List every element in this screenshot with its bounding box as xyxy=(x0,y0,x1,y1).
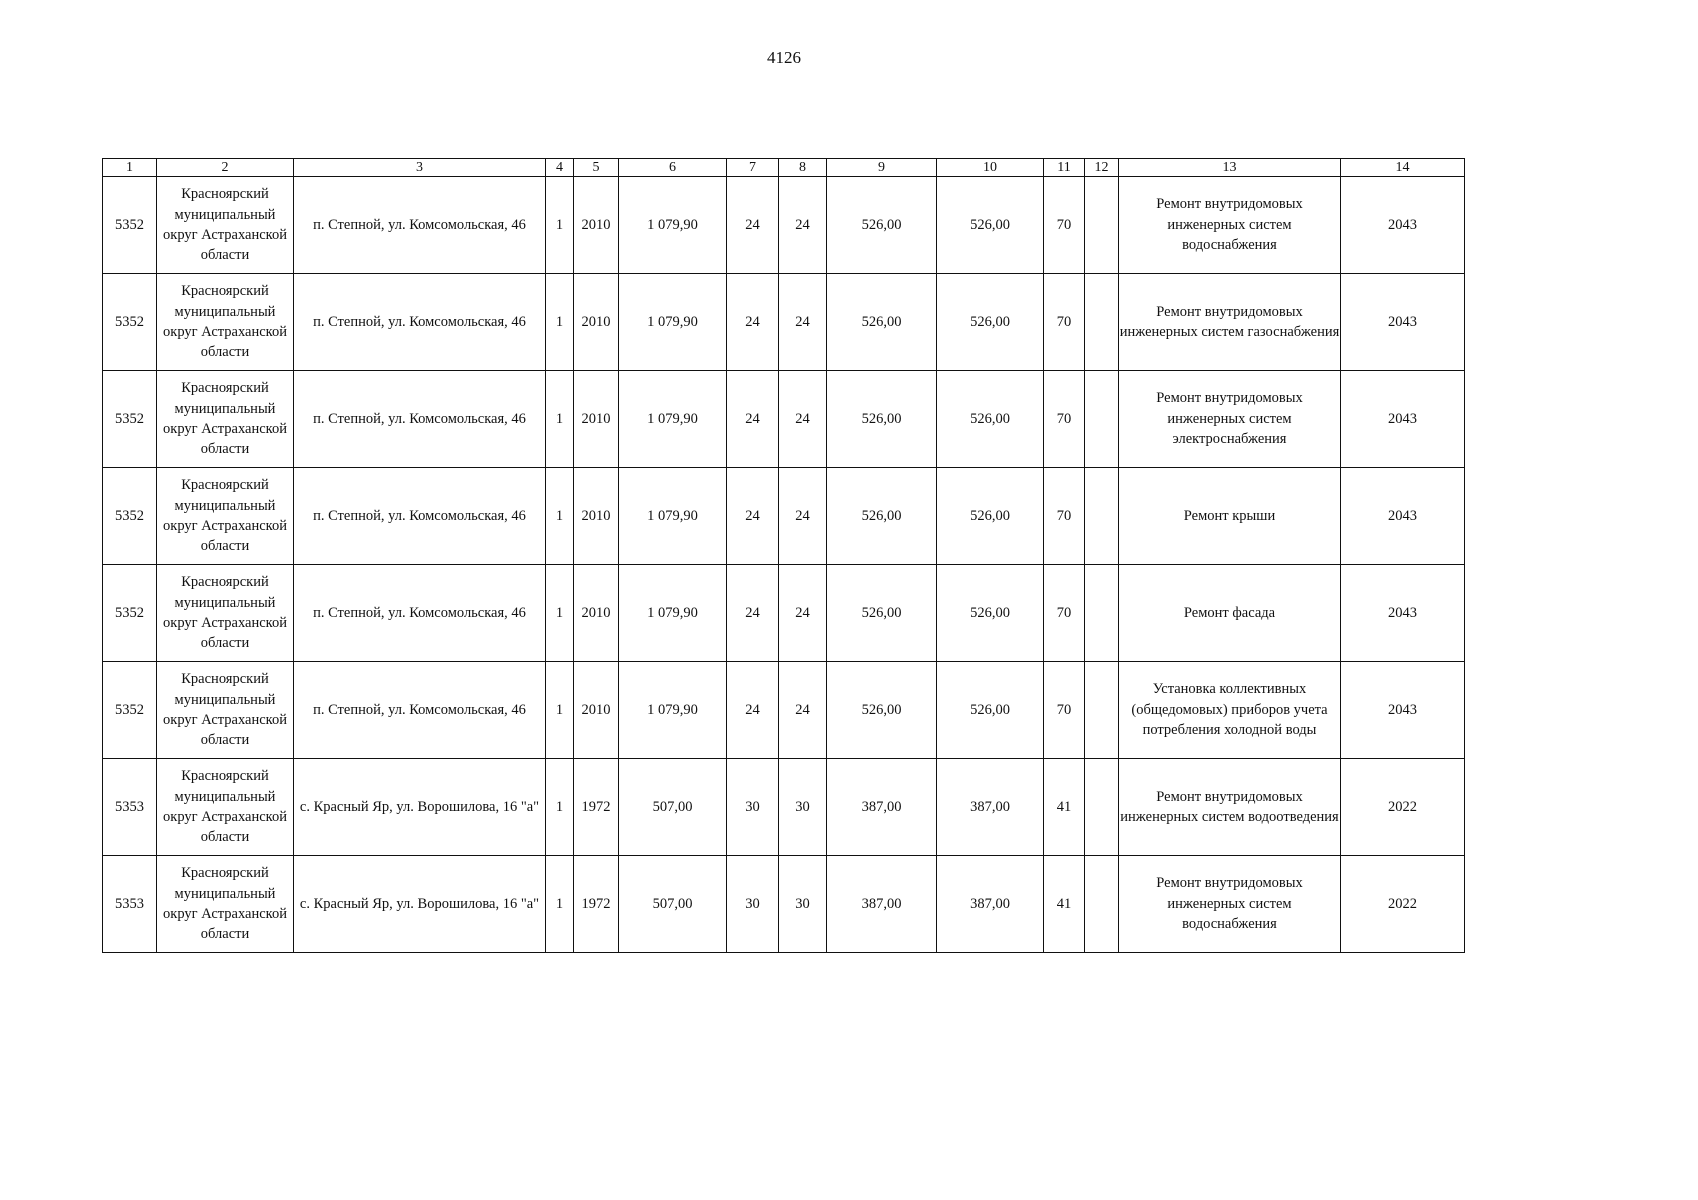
cell-col9: 387,00 xyxy=(827,759,937,856)
cell-year: 1972 xyxy=(574,856,619,953)
cell-col8: 24 xyxy=(779,274,827,371)
table-row xyxy=(103,662,1465,759)
cell-id: 5352 xyxy=(103,371,157,468)
cell-address: п. Степной, ул. Комсомольская, 46 xyxy=(294,274,546,371)
cell-col6: 1 079,90 xyxy=(619,565,727,662)
cell-plan-year: 2043 xyxy=(1341,662,1465,759)
cell-municipality: Красноярский муниципальный округ Астраханской области xyxy=(157,371,294,468)
cell-col9: 387,00 xyxy=(827,856,937,953)
column-header-14: 14 xyxy=(1341,159,1465,177)
cell-address: с. Красный Яр, ул. Ворошилова, 16 "а" xyxy=(294,759,546,856)
cell-col8: 30 xyxy=(779,856,827,953)
cell-id: 5353 xyxy=(103,759,157,856)
cell-col11: 41 xyxy=(1044,856,1085,953)
page-number: 4126 xyxy=(767,48,801,67)
cell-col9: 526,00 xyxy=(827,274,937,371)
cell-year: 1972 xyxy=(574,759,619,856)
cell-plan-year: 2043 xyxy=(1341,177,1465,274)
column-header-2: 2 xyxy=(157,159,294,177)
table-row xyxy=(103,274,1465,371)
cell-col12 xyxy=(1085,177,1119,274)
cell-col10: 526,00 xyxy=(937,468,1044,565)
cell-col10: 526,00 xyxy=(937,662,1044,759)
cell-col11: 70 xyxy=(1044,177,1085,274)
cell-municipality: Красноярский муниципальный округ Астраханской области xyxy=(157,177,294,274)
cell-col8: 24 xyxy=(779,177,827,274)
cell-work: Ремонт внутридомовых инженерных систем газоснабжения xyxy=(1119,274,1341,371)
column-header-10: 10 xyxy=(937,159,1044,177)
cell-col12 xyxy=(1085,468,1119,565)
column-header-4: 4 xyxy=(546,159,574,177)
column-header-8: 8 xyxy=(779,159,827,177)
cell-col7: 30 xyxy=(727,759,779,856)
cell-col11: 70 xyxy=(1044,468,1085,565)
cell-municipality: Красноярский муниципальный округ Астраханской области xyxy=(157,468,294,565)
cell-col10: 526,00 xyxy=(937,177,1044,274)
cell-work: Ремонт внутридомовых инженерных систем водоснабжения xyxy=(1119,177,1341,274)
cell-plan-year: 2022 xyxy=(1341,759,1465,856)
cell-col6: 507,00 xyxy=(619,856,727,953)
table-row xyxy=(103,565,1465,662)
cell-year: 2010 xyxy=(574,177,619,274)
registry-table xyxy=(102,158,1465,953)
cell-col4: 1 xyxy=(546,274,574,371)
cell-municipality: Красноярский муниципальный округ Астраханской области xyxy=(157,856,294,953)
table-body xyxy=(103,177,1465,953)
cell-col8: 24 xyxy=(779,565,827,662)
column-header-12: 12 xyxy=(1085,159,1119,177)
cell-year: 2010 xyxy=(574,565,619,662)
cell-address: п. Степной, ул. Комсомольская, 46 xyxy=(294,371,546,468)
cell-col4: 1 xyxy=(546,856,574,953)
cell-col7: 24 xyxy=(727,177,779,274)
column-header-1: 1 xyxy=(103,159,157,177)
cell-col6: 507,00 xyxy=(619,759,727,856)
column-header-13: 13 xyxy=(1119,159,1341,177)
cell-municipality: Красноярский муниципальный округ Астраханской области xyxy=(157,565,294,662)
cell-col6: 1 079,90 xyxy=(619,177,727,274)
cell-col11: 70 xyxy=(1044,274,1085,371)
cell-plan-year: 2043 xyxy=(1341,468,1465,565)
cell-work: Ремонт внутридомовых инженерных систем водоотведения xyxy=(1119,759,1341,856)
cell-col4: 1 xyxy=(546,468,574,565)
cell-year: 2010 xyxy=(574,274,619,371)
cell-id: 5352 xyxy=(103,274,157,371)
cell-plan-year: 2043 xyxy=(1341,371,1465,468)
cell-col9: 526,00 xyxy=(827,662,937,759)
table-row xyxy=(103,856,1465,953)
cell-col4: 1 xyxy=(546,371,574,468)
cell-col8: 24 xyxy=(779,468,827,565)
column-header-5: 5 xyxy=(574,159,619,177)
cell-col12 xyxy=(1085,662,1119,759)
cell-col11: 70 xyxy=(1044,565,1085,662)
table-row xyxy=(103,759,1465,856)
cell-col8: 24 xyxy=(779,371,827,468)
cell-col7: 24 xyxy=(727,371,779,468)
cell-address: п. Степной, ул. Комсомольская, 46 xyxy=(294,565,546,662)
cell-col10: 526,00 xyxy=(937,371,1044,468)
header-row xyxy=(103,159,1465,177)
cell-col6: 1 079,90 xyxy=(619,468,727,565)
cell-col4: 1 xyxy=(546,177,574,274)
cell-plan-year: 2043 xyxy=(1341,274,1465,371)
cell-col12 xyxy=(1085,565,1119,662)
cell-col8: 24 xyxy=(779,662,827,759)
cell-col10: 387,00 xyxy=(937,856,1044,953)
cell-work: Ремонт крыши xyxy=(1119,468,1341,565)
cell-col4: 1 xyxy=(546,662,574,759)
cell-col4: 1 xyxy=(546,565,574,662)
cell-col12 xyxy=(1085,759,1119,856)
cell-col9: 526,00 xyxy=(827,177,937,274)
column-header-6: 6 xyxy=(619,159,727,177)
cell-work: Установка коллективных (общедомовых) приборов учета потребления холодной воды xyxy=(1119,662,1341,759)
cell-year: 2010 xyxy=(574,468,619,565)
cell-id: 5352 xyxy=(103,468,157,565)
cell-plan-year: 2043 xyxy=(1341,565,1465,662)
cell-col9: 526,00 xyxy=(827,371,937,468)
cell-municipality: Красноярский муниципальный округ Астраханской области xyxy=(157,274,294,371)
cell-col10: 526,00 xyxy=(937,274,1044,371)
cell-municipality: Красноярский муниципальный округ Астраханской области xyxy=(157,662,294,759)
cell-address: п. Степной, ул. Комсомольская, 46 xyxy=(294,177,546,274)
cell-address: п. Степной, ул. Комсомольская, 46 xyxy=(294,662,546,759)
cell-work: Ремонт внутридомовых инженерных систем электроснабжения xyxy=(1119,371,1341,468)
cell-col12 xyxy=(1085,856,1119,953)
cell-col7: 24 xyxy=(727,468,779,565)
cell-col11: 41 xyxy=(1044,759,1085,856)
cell-col7: 24 xyxy=(727,662,779,759)
cell-id: 5352 xyxy=(103,565,157,662)
cell-work: Ремонт внутридомовых инженерных систем водоснабжения xyxy=(1119,856,1341,953)
cell-col10: 387,00 xyxy=(937,759,1044,856)
cell-id: 5352 xyxy=(103,662,157,759)
cell-col6: 1 079,90 xyxy=(619,662,727,759)
cell-col9: 526,00 xyxy=(827,565,937,662)
table-row xyxy=(103,177,1465,274)
column-header-9: 9 xyxy=(827,159,937,177)
cell-address: с. Красный Яр, ул. Ворошилова, 16 "а" xyxy=(294,856,546,953)
cell-municipality: Красноярский муниципальный округ Астраханской области xyxy=(157,759,294,856)
cell-col11: 70 xyxy=(1044,371,1085,468)
table-row xyxy=(103,468,1465,565)
cell-col7: 24 xyxy=(727,565,779,662)
column-header-3: 3 xyxy=(294,159,546,177)
cell-year: 2010 xyxy=(574,662,619,759)
cell-id: 5353 xyxy=(103,856,157,953)
cell-col12 xyxy=(1085,371,1119,468)
cell-col6: 1 079,90 xyxy=(619,371,727,468)
cell-col10: 526,00 xyxy=(937,565,1044,662)
cell-work: Ремонт фасада xyxy=(1119,565,1341,662)
column-header-11: 11 xyxy=(1044,159,1085,177)
cell-plan-year: 2022 xyxy=(1341,856,1465,953)
cell-address: п. Степной, ул. Комсомольская, 46 xyxy=(294,468,546,565)
table-header xyxy=(103,159,1465,177)
cell-col12 xyxy=(1085,274,1119,371)
column-header-7: 7 xyxy=(727,159,779,177)
cell-col8: 30 xyxy=(779,759,827,856)
cell-col9: 526,00 xyxy=(827,468,937,565)
table-row xyxy=(103,371,1465,468)
cell-col7: 24 xyxy=(727,274,779,371)
cell-col6: 1 079,90 xyxy=(619,274,727,371)
cell-col7: 30 xyxy=(727,856,779,953)
cell-col11: 70 xyxy=(1044,662,1085,759)
cell-year: 2010 xyxy=(574,371,619,468)
cell-id: 5352 xyxy=(103,177,157,274)
cell-col4: 1 xyxy=(546,759,574,856)
